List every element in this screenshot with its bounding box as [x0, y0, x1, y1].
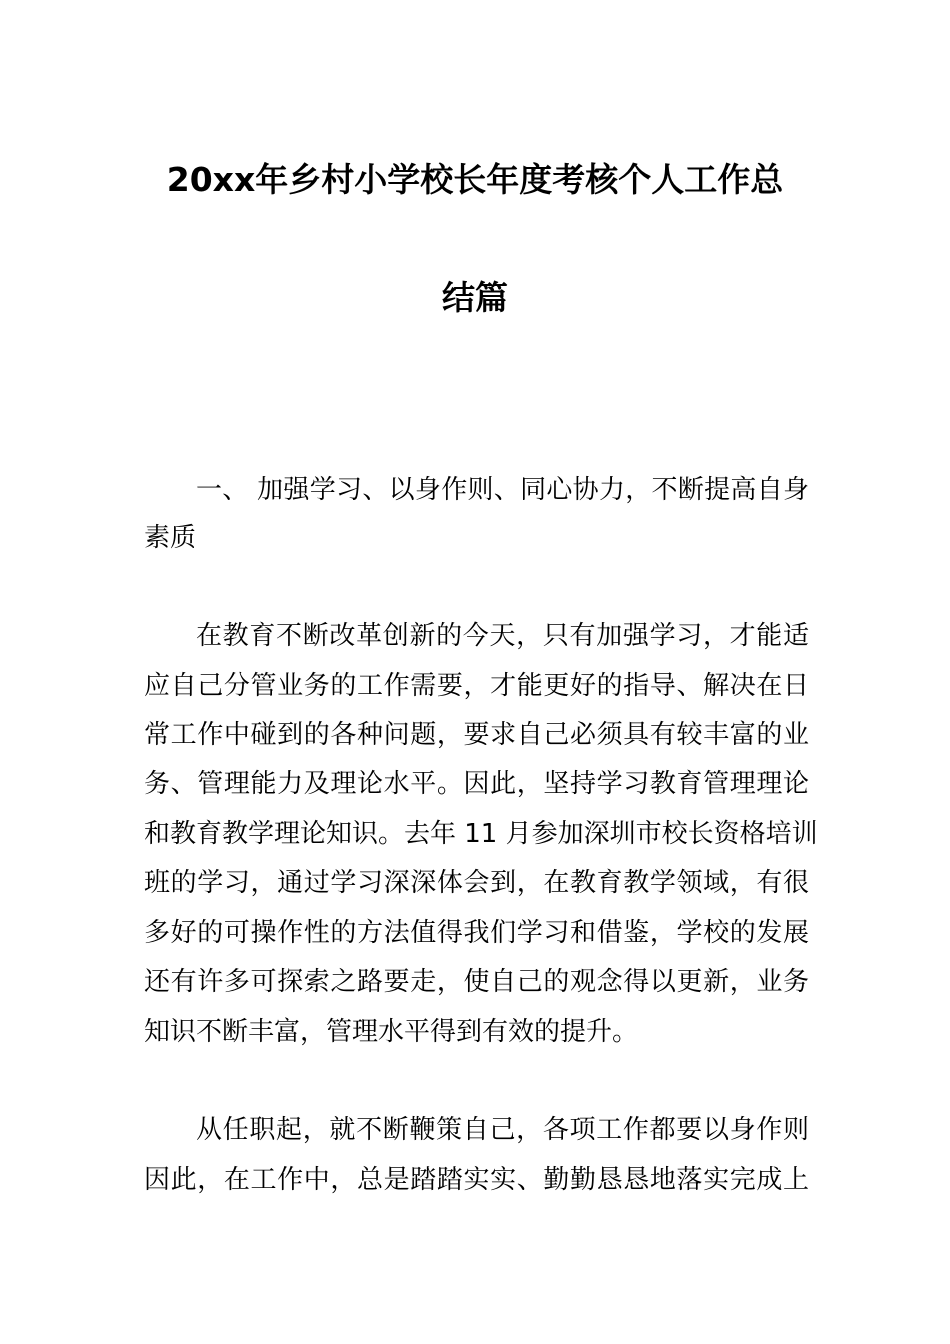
paragraph-line: 常工作中碰到的各种问题，要求自己必须具有较丰富的业 — [144, 720, 809, 750]
paragraph-line: 因此，在工作中，总是踏踏实实、勤勤恳恳地落实完成上 — [144, 1165, 809, 1195]
section-heading-line: 素质 — [144, 523, 197, 553]
paragraph-line: 应自己分管业务的工作需要，才能更好的指导、解决在日 — [144, 671, 809, 701]
paragraph-line: 多好的可操作性的方法值得我们学习和借鉴，学校的发展 — [144, 918, 809, 948]
paragraph-line: 班的学习，通过学习深深体会到，在教育教学领域，有很 — [144, 868, 809, 898]
paragraph-line: 务、管理能力及理论水平。因此，坚持学习教育管理理论 — [144, 769, 809, 799]
paragraph-line: 还有许多可探索之路要走，使自己的观念得以更新，业务 — [144, 967, 809, 997]
paragraph-line: 和教育教学理论知识。去年 11 月参加深圳市校长资格培训 — [144, 819, 818, 849]
paragraph-line: 知识不断丰富，管理水平得到有效的提升。 — [144, 1017, 639, 1047]
paragraph-line: 在教育不断改革创新的今天，只有加强学习，才能适 — [196, 621, 809, 651]
document-title-line-2: 结篇 — [442, 278, 508, 317]
paragraph-line: 从任职起，就不断鞭策自己，各项工作都要以身作则 — [196, 1115, 809, 1145]
section-heading-line: 一、 加强学习、以身作则、同心协力，不断提高自身 — [196, 475, 809, 505]
document-title-line-1: 20xx年乡村小学校长年度考核个人工作总 — [166, 160, 784, 199]
